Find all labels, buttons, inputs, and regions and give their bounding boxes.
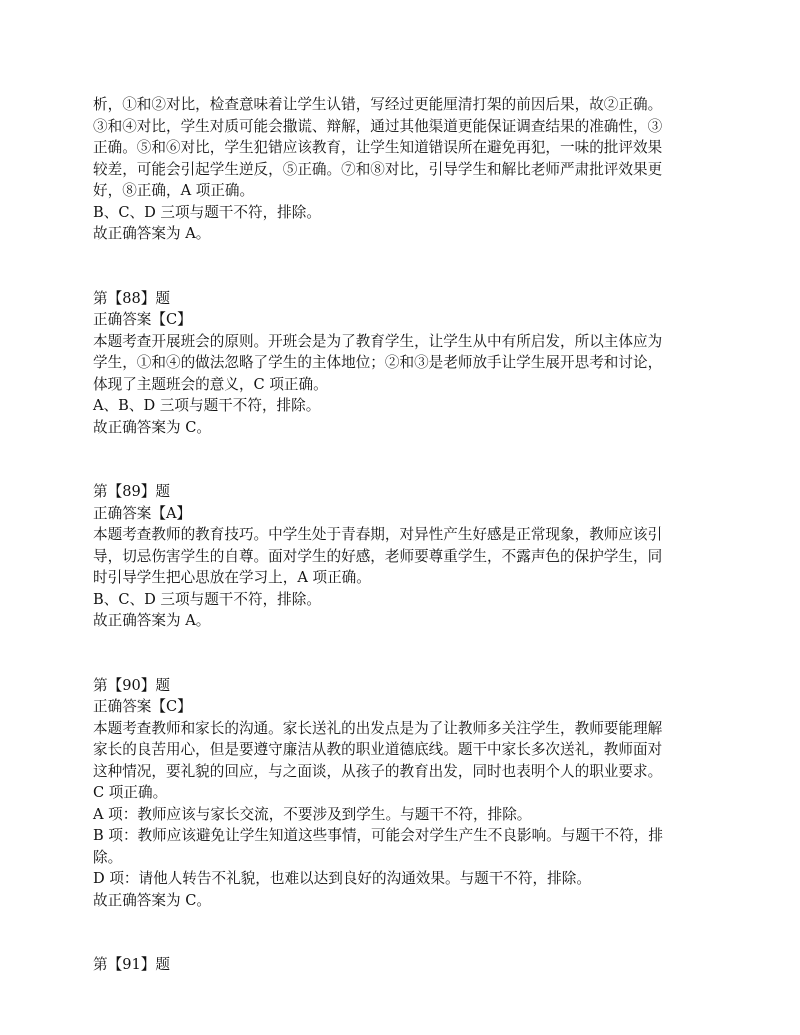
section-gap: [93, 911, 715, 954]
question-88: [93, 288, 715, 439]
section-gap: [93, 438, 715, 481]
text-line: 本题考查教师和家长的沟通。家长送礼的出发点是为了让教师多关注学生，教师要能理解: [93, 719, 663, 737]
text-line: B、C、D 三项与题干不符，排除。: [93, 590, 321, 608]
text-line: ③和④对比，学生对质可能会撒谎、辩解，通过其他渠道更能保证调查结果的准确性，③: [93, 117, 663, 135]
text-line: 析，①和②对比，检查意味着让学生认错，写经过更能厘清打架的前因后果，故②正确。: [93, 96, 663, 113]
text-line: C 项正确。: [93, 784, 168, 801]
text-line: 这种情况，要礼貌的回应，与之面谈，从孩子的教育出发，同时也表明个人的职业要求。: [93, 762, 663, 780]
text-line: A 项：教师应该与家长交流，不要涉及到学生。与题干不符，排除。: [93, 805, 532, 823]
question-90: [93, 675, 715, 912]
question-title: 第【89】题: [93, 483, 170, 500]
text-line: 学生，①和④的做法忽略了学生的主体地位；②和③是老师放手让学生展开思考和讨论，: [93, 354, 663, 371]
text-line: A、B、D 三项与题干不符，排除。: [93, 397, 321, 414]
text-line: 故正确答案为 A。: [93, 225, 211, 242]
text-line: 本题考查开展班会的原则。开班会是为了教育学生，让学生从中有所启发，所以主体应为: [93, 332, 663, 350]
text-line: 正确。⑤和⑥对比，学生犯错应该教育，让学生知道错误所在避免再犯，一味的批评效果: [93, 139, 663, 156]
text-line: 故正确答案为 C。: [93, 418, 211, 436]
question-89: [93, 481, 715, 632]
correct-answer: 正确答案【C】: [93, 698, 192, 715]
text-line: 导，切忌伤害学生的自尊。面对学生的好感，老师要尊重学生，不露声色的保护学生，同: [93, 547, 663, 565]
text-line: 除。: [93, 848, 123, 866]
text-line: 较差，可能会引起学生逆反，⑤正确。⑦和⑧对比，引导学生和解比老师严肃批评效果更: [93, 160, 663, 178]
correct-answer: 正确答案【C】: [93, 311, 192, 328]
text-line: 本题考查教师的教育技巧。中学生处于青春期，对异性产生好感是正常现象，教师应该引: [93, 526, 663, 543]
text-line: 故正确答案为 A。: [93, 612, 211, 629]
section-gap: [93, 245, 715, 288]
text-line: B 项：教师应该避免让学生知道这些事情，可能会对学生产生不良影响。与题干不符，排: [93, 827, 663, 844]
intro-explanation: [93, 94, 715, 245]
text-line: 体现了主题班会的意义，C 项正确。: [93, 375, 328, 393]
text-line: D 项：请他人转告不礼貌，也难以达到良好的沟通效果。与题干不符，排除。: [93, 870, 591, 887]
text-line: B、C、D 三项与题干不符，排除。: [93, 203, 321, 221]
text-line: 故正确答案为 C。: [93, 891, 211, 909]
question-title: 第【88】题: [93, 289, 170, 307]
correct-answer: 正确答案【A】: [93, 504, 192, 522]
question-91: [93, 954, 715, 976]
text-line: 好，⑧正确，A 项正确。: [93, 182, 255, 199]
text-line: 家长的良苦用心，但是要遵守廉洁从教的职业道德底线。题干中家长多次送礼，教师面对: [93, 741, 663, 758]
section-gap: [93, 632, 715, 675]
question-title: 第【91】题: [93, 956, 170, 973]
text-line: 时引导学生把心思放在学习上，A 项正确。: [93, 569, 371, 586]
question-title: 第【90】题: [93, 676, 170, 694]
document-page: [93, 94, 715, 976]
